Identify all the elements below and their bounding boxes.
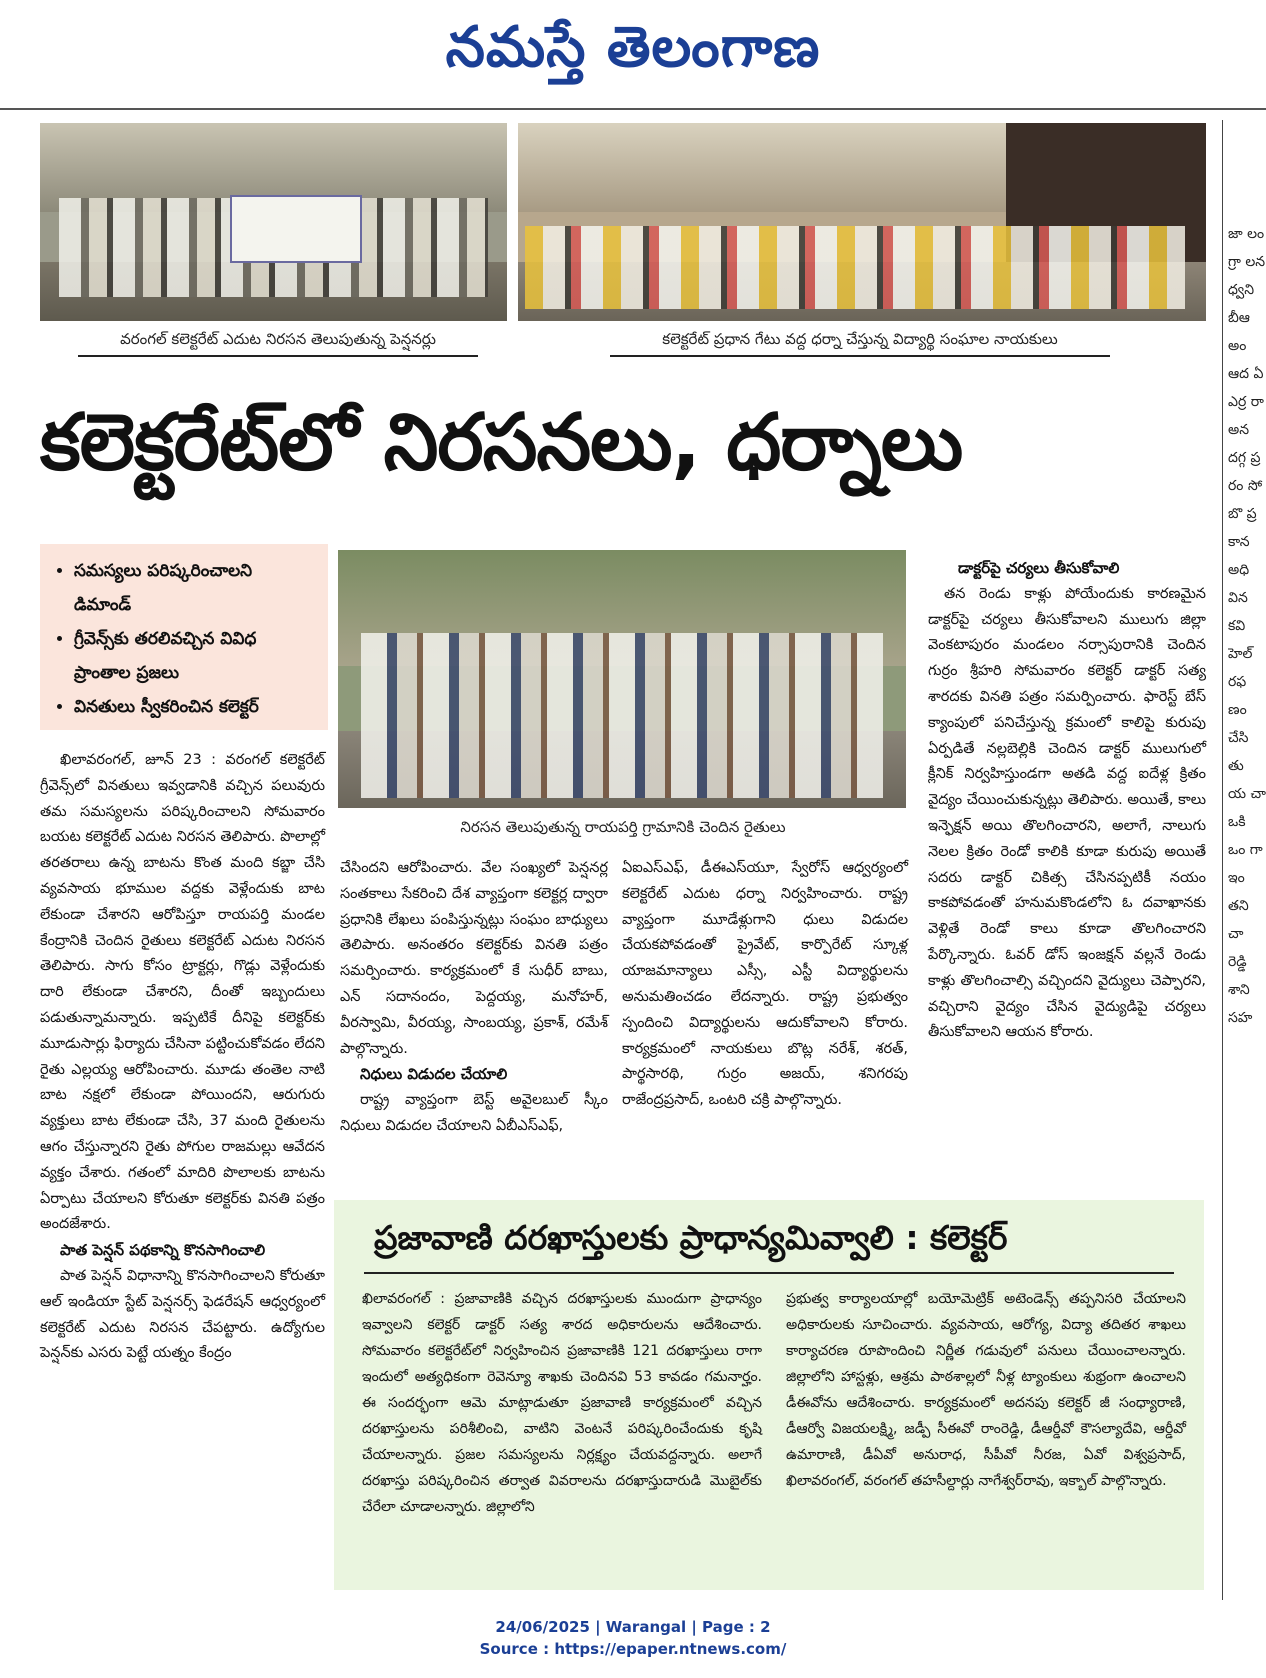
masthead-divider — [0, 108, 1266, 110]
photo3-caption: నిరసన తెలుపుతున్న రాయపర్తి గ్రామానికి చెందిన రైతులు — [460, 818, 786, 836]
article-column-3 — [622, 856, 908, 1114]
photo1-caption: వరంగల్ కలెక్టరేట్ ఎదుట నిరసన తెలుపుతున్న పెన్షనర్లు — [78, 330, 478, 357]
photo-pensioners-protest — [40, 123, 507, 321]
masthead — [0, 0, 1266, 100]
article-subheading: డాక్టర్‌పై చర్యలు తీసుకోవాలి — [958, 559, 1120, 577]
article-subheading: పాత పెన్షన్ పథకాన్ని కొనసాగించాలి — [60, 1241, 266, 1260]
box-divider — [364, 1272, 1174, 1274]
article-paragraph: ఖిలావరంగల్, జూన్ 23 : వరంగల్ కలెక్టరేట్ గ్రీవెన్స్‌లో వినతులు ఇవ్వడానికి వచ్చిన పలువురు తమ సమస్యలను పరిష్కరించాలని సోమవారం బయట కలెక్టరేట్ ఎదుట నిరసన తెలిపారు. పొలాల్లో తరతరాలు ఉన్న బాటను కొంత మంది కబ్జా చేసి వ్యవసాయ భూముల వద్దకు వెళ్లేందుకు బాట లేకుండా చేశారని ఆరోపిస్తూ రాయపర్తి మండల కేంద్రానికి చెందిన రైతులు కలెక్టరేట్ ఎదుట నిరసన తెలిపారు. సాగు కోసం ట్రాక్టర్లు, గొడ్లు వెళ్లేందుకు దారి లేకుండా చేశారని, దీంతో ఇబ్బందులు పడుతున్నామన్నారు. ఇప్పటికే దీనిపై కలెక్టర్‌కు మూడుసార్లు ఫిర్యాదు చేసినా పట్టించుకోవడం లేదని రైతు ఎల్లయ్య ఆరోపించారు. మూడు తంతెల నాటి బాట నక్షలో లేకుండా పోయిందని, ఆరుగురు వ్యక్తులు బాట లేకుండా చేసి, 37 మంది రైతులను ఆగం చేస్తున్నారని రైతు పోగుల రాజమల్లు ఆవేదన వ్యక్తం చేశారు. గతంలో మాదిరి పొలాలకు బాటను ఏర్పాటు చేయాలని కోరుతూ కలెక్టర్‌కు వినతి పత్రం అందజేశారు. — [40, 752, 325, 1233]
article-column-4 — [928, 556, 1206, 1046]
highlight-item: • వినతులు స్వీకరించిన కలెక్టర్ — [74, 690, 314, 724]
box-headline: ప్రజావాణి దరఖాస్తులకు ప్రాధాన్యమివ్వాలి : కలెక్టర్ — [374, 1218, 1008, 1257]
photo2-caption: కలెక్టరేట్ ప్రధాన గేటు వద్ద ధర్నా చేస్తున్న విద్యార్థి సంఘాల నాయకులు — [610, 330, 1110, 357]
main-headline: కలెక్టరేట్‌లో నిరసనలు, ధర్నాలు — [40, 398, 963, 488]
footer-date-page: 24/06/2025 | Warangal | Page : 2 — [495, 1618, 771, 1636]
highlight-item: • గ్రీవెన్స్‌కు తరలివచ్చిన వివిధ ప్రాంతాల ప్రజలు — [74, 622, 314, 690]
article-column-1 — [40, 748, 325, 1367]
article-paragraph: తన రెండు కాళ్లు పోయేందుకు కారణమైన డాక్టర్‌పై చర్యలు తీసుకోవాలని ములుగు జిల్లా వెంకటాపురం మండలం నర్సాపురానికి చెందిన గుర్రం శ్రీహరి సోమవారం కలెక్టర్ డాక్టర్ సత్య శారదకు వినతి పత్రం సమర్పించారు. ఫారెస్ట్ బేస్ క్యాంపులో పనిచేస్తున్న క్రమంలో కాలిపై కురుపు ఏర్పడితే నల్లబెల్లికి చెందిన డాక్టర్ ములుగులో క్లీనిక్ నిర్వహిస్తుండగా అతడి వద్ద ఐదేళ్ల క్రితం వైద్యం చేయించుకున్నట్లు తెలిపారు. అయితే, కాలు ఇన్ఫెక్షన్ అయి తొలగించారని, అలాగే, నాలుగు నెలల క్రితం రెండో కాలికి కూడా కురుపు అయితే సదరు డాక్టర్ చికిత్స చేసినప్పటికీ నయం కాకపోవడంతో హనుమకొండలోని ఓ దవాఖానకు వెళ్లితే రెండో కాలు కూడా తొలగించారని పేర్కొన్నారు. ఓవర్ డోస్ ఇంజక్షన్ వల్లనే రెండు కాళ్లు తొలగించాల్సి వచ్చిందని వైద్యులు చెప్పారని, వచ్చిరాని వైద్యం చేసిన వైద్యుడిపై చర్యలు తీసుకోవాలని ఆయన కోరారు. — [928, 585, 1206, 1041]
footer-source: Source : https://epaper.ntnews.com/ — [479, 1640, 787, 1658]
box-column-left: ఖిలావరంగల్ : ప్రజావాణికి వచ్చిన దరఖాస్తులకు ముందుగా ప్రాధాన్యం ఇవ్వాలని కలెక్టర్ డాక్టర్ సత్య శారద అధికారులను ఆదేశించారు. సోమవారం కలెక్టరేట్‌లో నిర్వహించిన ప్రజావాణికి 121 దరఖాస్తులు రాగా ఇందులో అత్యధికంగా రెవెన్యూ శాఖకు చెందినవి 53 కావడం గమనార్హం. ఈ సందర్భంగా ఆమె మాట్లాడుతూ ప్రజావాణి కార్యక్రమంలో వచ్చిన దరఖాస్తులను పరిశీలించి, వాటిని వెంటనే పరిష్కరించేందుకు కృషి చేయాలన్నారు. ప్రజల సమస్యలను నిర్లక్ష్యం చేయవద్దన్నారు. అలాగే దరఖాస్తు పరిష్కరించిన తర్వాత వివరాలను దరఖాస్తుదారుడి మొబైల్‌కు చేరేలా చూడాలన్నారు. జిల్లాలోని — [362, 1291, 762, 1515]
protest-banner — [230, 195, 362, 263]
article-paragraph: చేసిందని ఆరోపించారు. వేల సంఖ్యలో పెన్షనర్ల సంతకాలు సేకరించి దేశ వ్యాప్తంగా కలెక్టర్ల ద్వారా ప్రధానికి లేఖలు పంపిస్తున్నట్లు సంఘం బాధ్యులు తెలిపారు. అనంతరం కలెక్టర్‌కు వినతి పత్రం సమర్పించారు. కార్యక్రమంలో కే సుధీర్ బాబు, ఎన్ సదానందం, పెద్దయ్య, మనోహర్, వీరస్వామి, వీరయ్య, సాంబయ్య, ప్రకాశ్, రమేశ్ పాల్గొన్నారు. — [340, 860, 608, 1057]
box-column-right: ప్రభుత్వ కార్యాలయాల్లో బయోమెట్రిక్ అటెండెన్స్ తప్పనిసరి చేయాలని అధికారులకు సూచించారు. వ్యవసాయ, ఆరోగ్య, విద్యా తదితర శాఖలు కార్యాచరణ రూపొందించి నిర్ణీత గడువులో పనులు చేయించాలన్నారు. జిల్లాలోని హాస్టళ్లు, ఆశ్రమ పాఠశాల్లలో నీళ్ల ట్యాంకులు శుభ్రంగా ఉంచాలని డీఈవోను ఆదేశించారు. కార్యక్రమంలో అదనపు కలెక్టర్ జీ సంధ్యారాణి, డీఆర్వో విజయలక్ష్మి, జడ్పీ సీఈవో రాంరెడ్డి, డీఆర్డీవో కౌసల్యాదేవి, ఆర్డీవో ఉమారాణి, డీఏవో అనురాధ, సీపీవో నీరజ, ఏవో విశ్వప్రసాద్, ఖిలావరంగల్, వరంగల్ తహసీల్దార్లు నాగేశ్వర్‌రావు, ఇక్బాల్ పాల్గొన్నారు. — [786, 1291, 1186, 1489]
article-column-2 — [340, 856, 608, 1140]
photo-farmers-protest — [338, 550, 906, 808]
page-footer — [0, 1616, 1266, 1660]
article-subheading: నిధులు విడుదల చేయాలి — [360, 1065, 508, 1084]
newspaper-logo: నమస్తే తెలంగాణ — [445, 14, 821, 80]
photo-student-dharna — [518, 123, 1206, 321]
adjacent-article-fragment: జా లం గ్రా లన ధ్వని బీఆ అం ఆద ఏ ఎర్ర రా అన దగ్గ ప్ర రం సో బొ ప్ర కాన అధి విన కవి హెల్ రఫ ణం చేసి తు య చా ఒకి ఒం గా ఇం తని చా రెడ్డి శాని సహ — [1228, 226, 1266, 1026]
article-paragraph: ఏఐఎస్‌ఎఫ్, డీఈఎస్‌యూ, స్వేరోస్ ఆధ్వర్యంలో కలెక్టరేట్ ఎదుట ధర్నా నిర్వహించారు. రాష్ట్ర వ్యాప్తంగా మూడేళ్లుగాని ధులు విడుదల చేయకపోవడంతో ప్రైవేట్, కార్పొరేట్ స్కూళ్ల యాజమాన్యాలు ఎస్సీ, ఎస్టీ విద్యార్థులను అనుమతించడం లేదన్నారు. రాష్ట్ర ప్రభుత్వం స్పందించి విద్యార్థులను ఆదుకోవాలని కోరారు. కార్యక్రమంలో నాయకులు బొట్ల నరేశ్, శరత్, పార్థసారథి, గుర్రం అజయ్, శనిగరపు రాజేంద్రప్రసాద్, ఒంటరి చక్రి పాల్గొన్నారు. — [622, 860, 908, 1109]
column-divider — [1222, 120, 1223, 1600]
collector-story-box — [334, 1200, 1204, 1590]
highlights-box — [40, 544, 328, 730]
article-paragraph: రాష్ట్ర వ్యాప్తంగా బెస్ట్ అవైలబుల్ స్కీం నిధులు విడుదల చేయాలని ఏబీఎస్‌ఎఫ్, — [340, 1092, 608, 1134]
highlight-item: • సమస్యలు పరిష్కరించాలని డిమాండ్ — [74, 554, 314, 622]
article-paragraph: పాత పెన్షన్ విధానాన్ని కొనసాగించాలని కోరుతూ ఆల్ ఇండియా స్టేట్ పెన్షనర్స్ ఫెడరేషన్ ఆధ్వర్యంలో కలెక్టరేట్ ఎదుట నిరసన చేపట్టారు. ఉద్యోగుల పెన్షన్‌కు ఎసరు పెట్టే యత్నం కేంద్రం — [40, 1267, 325, 1362]
